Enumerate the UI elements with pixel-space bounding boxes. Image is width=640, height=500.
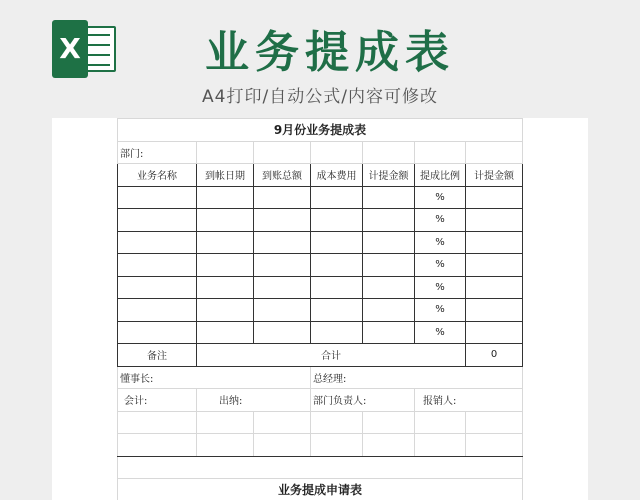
cell[interactable] xyxy=(254,186,311,209)
cell[interactable] xyxy=(363,254,415,277)
cell[interactable] xyxy=(363,276,415,299)
gap-row xyxy=(118,456,523,479)
cell[interactable] xyxy=(311,434,363,457)
title-row xyxy=(118,119,523,142)
cell[interactable] xyxy=(254,434,311,457)
total-value[interactable]: 0 xyxy=(466,344,523,367)
table-row xyxy=(118,321,523,344)
cell[interactable] xyxy=(118,321,197,344)
dept-label[interactable]: 部门: xyxy=(118,141,197,164)
percent-cell[interactable]: % xyxy=(415,321,466,344)
dept-row xyxy=(118,141,523,164)
cell[interactable] xyxy=(254,411,311,434)
header-cell[interactable]: 到帐日期 xyxy=(197,164,254,187)
percent-cell[interactable]: % xyxy=(415,186,466,209)
header-cell[interactable]: 到账总额 xyxy=(254,164,311,187)
percent-cell[interactable]: % xyxy=(415,231,466,254)
header-cell[interactable]: 业务名称 xyxy=(118,164,197,187)
cell[interactable] xyxy=(466,209,523,232)
cell[interactable] xyxy=(254,231,311,254)
cell[interactable] xyxy=(311,231,363,254)
cell[interactable] xyxy=(197,411,254,434)
cell[interactable] xyxy=(415,411,466,434)
cell[interactable] xyxy=(197,186,254,209)
cashier-label[interactable]: 出纳: xyxy=(197,389,311,412)
cell[interactable] xyxy=(415,141,466,164)
cell[interactable] xyxy=(466,141,523,164)
cell[interactable] xyxy=(197,434,254,457)
cell[interactable] xyxy=(466,276,523,299)
percent-cell[interactable]: % xyxy=(415,276,466,299)
notes-label[interactable]: 备注 xyxy=(118,344,197,367)
cell[interactable] xyxy=(363,209,415,232)
percent-cell[interactable]: % xyxy=(415,209,466,232)
cell[interactable] xyxy=(197,231,254,254)
table-row xyxy=(118,186,523,209)
chairman-label[interactable]: 懂事长: xyxy=(118,366,311,389)
cell[interactable] xyxy=(466,411,523,434)
dept-head-label[interactable]: 部门负责人: xyxy=(311,389,415,412)
cell[interactable] xyxy=(118,276,197,299)
banner xyxy=(0,0,640,118)
cell[interactable] xyxy=(197,276,254,299)
cell[interactable] xyxy=(363,434,415,457)
table-row xyxy=(118,299,523,322)
table-row xyxy=(118,209,523,232)
cell[interactable] xyxy=(311,299,363,322)
cell[interactable] xyxy=(415,434,466,457)
cell[interactable] xyxy=(118,299,197,322)
cell[interactable] xyxy=(311,186,363,209)
cell[interactable] xyxy=(466,186,523,209)
percent-cell[interactable]: % xyxy=(415,254,466,277)
commission-table xyxy=(117,118,523,500)
dept-value-cell[interactable] xyxy=(197,141,254,164)
cell[interactable] xyxy=(363,141,415,164)
table-row xyxy=(118,231,523,254)
header-cell[interactable]: 提成比例 xyxy=(415,164,466,187)
cell[interactable] xyxy=(363,411,415,434)
cell[interactable] xyxy=(254,299,311,322)
cell[interactable] xyxy=(466,254,523,277)
cell[interactable] xyxy=(118,456,523,479)
total-row xyxy=(118,344,523,367)
table-row xyxy=(118,276,523,299)
cell[interactable] xyxy=(363,321,415,344)
subtitle: A4打印/自动公式/内容可修改 xyxy=(202,87,438,107)
header-cell[interactable]: 成本费用 xyxy=(311,164,363,187)
cell[interactable] xyxy=(466,434,523,457)
cell[interactable] xyxy=(466,299,523,322)
cell[interactable] xyxy=(197,209,254,232)
spreadsheet-sheet xyxy=(52,118,588,500)
header-row xyxy=(118,164,523,187)
cell[interactable] xyxy=(311,411,363,434)
cell[interactable] xyxy=(254,321,311,344)
gm-label[interactable]: 总经理: xyxy=(311,366,523,389)
cell[interactable] xyxy=(118,209,197,232)
second-title-row xyxy=(118,479,523,500)
signature-row-2 xyxy=(118,389,523,412)
cell[interactable] xyxy=(363,231,415,254)
cell[interactable] xyxy=(118,186,197,209)
cell[interactable] xyxy=(466,231,523,254)
header-cell[interactable]: 计提金额 xyxy=(466,164,523,187)
cell[interactable] xyxy=(363,186,415,209)
cell[interactable] xyxy=(197,321,254,344)
cell[interactable] xyxy=(311,321,363,344)
cell[interactable] xyxy=(197,254,254,277)
cell[interactable] xyxy=(254,209,311,232)
main-title: 业务提成表 xyxy=(205,27,455,78)
table-row xyxy=(118,254,523,277)
cell[interactable] xyxy=(118,231,197,254)
second-form-title[interactable]: 业务提成申请表 xyxy=(118,479,523,500)
cell[interactable] xyxy=(311,141,363,164)
cell[interactable] xyxy=(197,299,254,322)
cell[interactable] xyxy=(311,254,363,277)
blank-row xyxy=(118,411,523,434)
cell[interactable] xyxy=(311,209,363,232)
accountant-label[interactable]: 会计: xyxy=(118,389,197,412)
excel-icon xyxy=(52,20,118,78)
form-title[interactable]: 9月份业务提成表 xyxy=(118,119,523,142)
signature-row-1 xyxy=(118,366,523,389)
percent-cell[interactable]: % xyxy=(415,299,466,322)
cell[interactable] xyxy=(118,254,197,277)
cell[interactable] xyxy=(118,411,197,434)
total-label[interactable]: 合计 xyxy=(197,344,466,367)
reimburser-label[interactable]: 报销人: xyxy=(415,389,523,412)
cell[interactable] xyxy=(118,434,197,457)
cell[interactable] xyxy=(254,254,311,277)
cell[interactable] xyxy=(466,321,523,344)
cell[interactable] xyxy=(254,276,311,299)
cell[interactable] xyxy=(254,141,311,164)
cell[interactable] xyxy=(311,276,363,299)
cell[interactable] xyxy=(363,299,415,322)
header-cell[interactable]: 计提金额 xyxy=(363,164,415,187)
excel-logo-letter: X xyxy=(52,20,88,78)
blank-row xyxy=(118,434,523,457)
